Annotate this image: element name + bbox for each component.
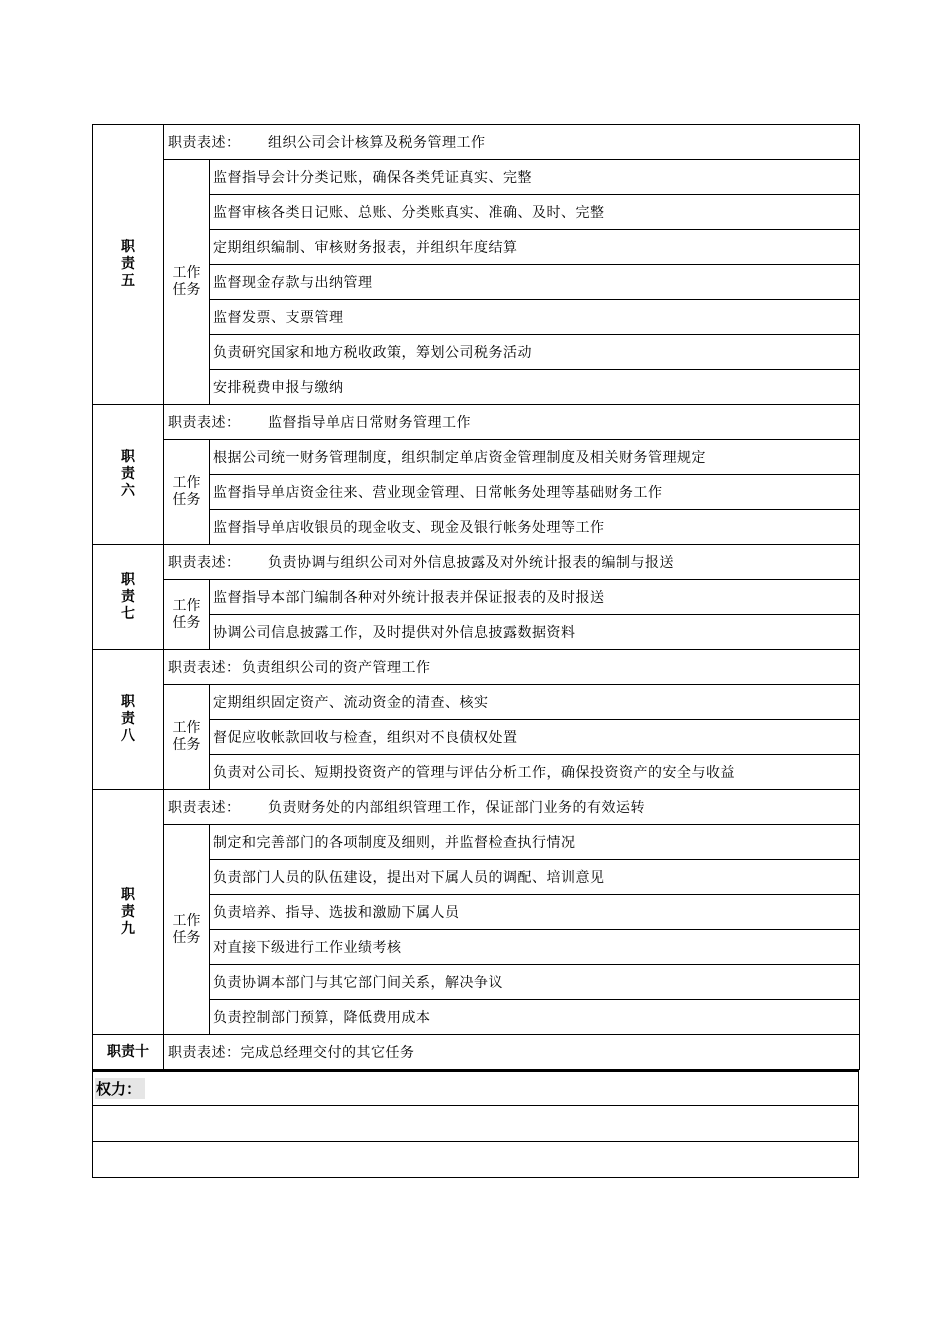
task-row — [93, 825, 860, 860]
task-label-cell — [164, 825, 210, 1035]
power-row — [93, 1141, 859, 1177]
power-header-row — [93, 1071, 859, 1105]
task-item: 制定和完善部门的各项制度及细则，并监督检查执行情况 — [210, 825, 860, 860]
task-item: 监督指导本部门编制各种对外统计报表并保证报表的及时报送 — [210, 580, 860, 615]
duty-label: 职责八 — [121, 694, 135, 744]
task-item: 定期组织编制、审核财务报表，并组织年度结算 — [210, 230, 860, 265]
task-item: 监督现金存款与出纳管理 — [210, 265, 860, 300]
duty-desc-row — [93, 545, 860, 580]
duty-table — [92, 124, 860, 1070]
duty-description-text: 组织公司会计核算及税务管理工作 — [268, 135, 486, 151]
task-label-cell — [164, 440, 210, 545]
duty-description — [164, 545, 860, 580]
duty-desc-row — [93, 405, 860, 440]
task-item: 监督审核各类日记账、总账、分类账真实、准确、及时、完整 — [210, 195, 860, 230]
duty-description — [164, 650, 860, 685]
task-label: 工作任务 — [172, 720, 201, 753]
task-label: 工作任务 — [172, 912, 201, 946]
duty-description — [164, 790, 860, 825]
power-blank-cell[interactable] — [93, 1141, 859, 1177]
task-item: 负责控制部门预算，降低费用成本 — [210, 1000, 860, 1035]
power-blank-cell[interactable] — [93, 1105, 859, 1141]
duty-description-prefix: 职责表述： — [168, 415, 241, 431]
duty-description-text: 负责财务处的内部组织管理工作，保证部门业务的有效运转 — [268, 800, 645, 816]
power-label: 权力： — [95, 1078, 145, 1099]
task-item: 对直接下级进行工作业绩考核 — [210, 930, 860, 965]
duty-description-prefix: 职责表述： — [168, 135, 241, 151]
task-item: 根据公司统一财务管理制度，组织制定单店资金管理制度及相关财务管理规定 — [210, 440, 860, 475]
duty-description-text: 负责协调与组织公司对外信息披露及对外统计报表的编制与报送 — [268, 555, 674, 571]
power-table — [92, 1070, 859, 1178]
duty-ten-description — [164, 1035, 860, 1070]
task-row — [93, 580, 860, 615]
duty-description-prefix: 职责表述： — [168, 660, 241, 676]
duty-label-cell — [93, 650, 164, 790]
duty-label-cell — [93, 125, 164, 405]
task-label-cell — [164, 160, 210, 405]
duty-description-text: 监督指导单店日常财务管理工作 — [268, 415, 471, 431]
task-label: 工作任务 — [172, 597, 201, 631]
duty-label: 职责七 — [121, 571, 135, 622]
duty-label-cell — [93, 545, 164, 650]
task-item: 安排税费申报与缴纳 — [210, 370, 860, 405]
task-item: 协调公司信息披露工作，及时提供对外信息披露数据资料 — [210, 615, 860, 650]
duty-description — [164, 405, 860, 440]
task-item: 督促应收帐款回收与检查，组织对不良债权处置 — [210, 720, 860, 755]
duty-label: 职责九 — [121, 886, 135, 937]
duty-label-cell — [93, 790, 164, 1035]
duty-desc-row — [93, 790, 860, 825]
task-item: 负责部门人员的队伍建设，提出对下属人员的调配、培训意见 — [210, 860, 860, 895]
task-item: 负责研究国家和地方税收政策，筹划公司税务活动 — [210, 335, 860, 370]
task-row — [93, 160, 860, 195]
task-item: 负责协调本部门与其它部门间关系，解决争议 — [210, 965, 860, 1000]
duty-ten-row — [93, 1035, 860, 1070]
duty-table-body — [93, 125, 860, 1070]
task-item: 负责对公司长、短期投资资产的管理与评估分析工作，确保投资资产的安全与收益 — [210, 755, 860, 790]
duty-description-text: 负责组织公司的资产管理工作 — [242, 660, 431, 676]
duty-ten-prefix: 职责表述： — [168, 1045, 241, 1061]
duty-ten-label: 职责十 — [93, 1035, 164, 1070]
task-item: 监督发票、支票管理 — [210, 300, 860, 335]
duty-label: 职责五 — [121, 239, 135, 289]
task-label: 工作任务 — [172, 265, 201, 298]
duty-desc-row — [93, 650, 860, 685]
power-header-cell — [93, 1071, 859, 1105]
task-item: 负责培养、指导、选拔和激励下属人员 — [210, 895, 860, 930]
task-row — [93, 685, 860, 720]
duty-ten-text: 完成总经理交付的其它任务 — [240, 1045, 415, 1061]
duty-description-prefix: 职责表述： — [168, 800, 241, 816]
task-item: 监督指导单店资金往来、营业现金管理、日常帐务处理等基础财务工作 — [210, 475, 860, 510]
duty-description — [164, 125, 860, 160]
duty-description-prefix: 职责表述： — [168, 555, 241, 571]
task-row — [93, 440, 860, 475]
job-description-sheet — [92, 124, 859, 1178]
task-label: 工作任务 — [172, 475, 201, 508]
duty-label: 职责六 — [121, 449, 135, 499]
task-label-cell — [164, 580, 210, 650]
duty-desc-row — [93, 125, 860, 160]
duty-label-cell — [93, 405, 164, 545]
task-item: 监督指导会计分类记账，确保各类凭证真实、完整 — [210, 160, 860, 195]
power-row — [93, 1105, 859, 1141]
task-item: 监督指导单店收银员的现金收支、现金及银行帐务处理等工作 — [210, 510, 860, 545]
task-label-cell — [164, 685, 210, 790]
task-item: 定期组织固定资产、流动资金的清查、核实 — [210, 685, 860, 720]
